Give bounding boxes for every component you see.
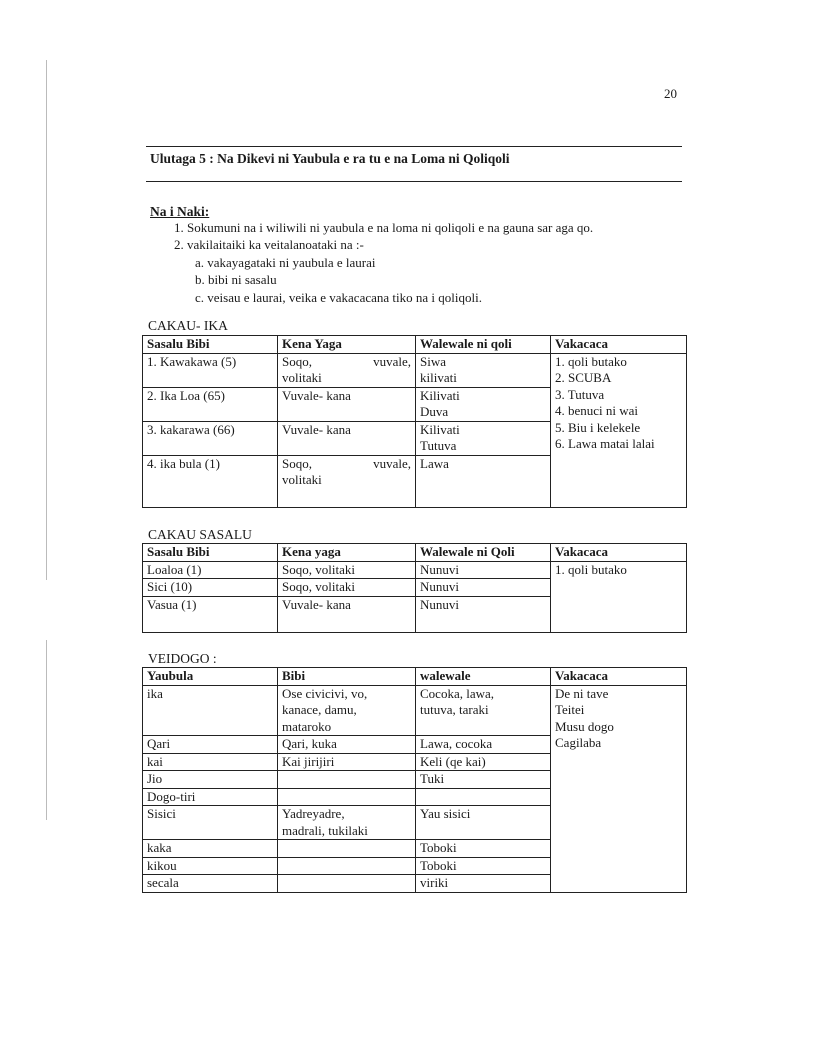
objective-item: 1. Sokumuni na i wiliwili ni yaubula e na loma ni qoliqoli e na gauna sar aga qo. [174, 220, 594, 235]
table-cell: Soqo, volitaki [278, 561, 416, 579]
cell-text: kilivati [420, 370, 457, 385]
column-header: walewale [416, 668, 551, 686]
objective-item: 2. vakilaitaiki ka veitalanoataki na :- [174, 237, 364, 253]
cell-text: Tutuva [420, 438, 457, 453]
table-row [143, 561, 687, 579]
column-header: Vakacaca [551, 336, 687, 354]
vakacaca-item: De ni tave [555, 685, 609, 701]
vakacaca-item: Teitei [555, 702, 585, 717]
cell-text: kanace, damu, [282, 702, 357, 717]
table-cell: kikou [143, 857, 278, 875]
table-cell: viriki [416, 875, 551, 893]
table-header-row [143, 336, 687, 354]
objectives-title: Na i Naki: [150, 204, 210, 219]
table-cell: Yau sisici [416, 806, 551, 840]
vakacaca-item: 3. Tutuva [555, 386, 605, 402]
column-header: Sasalu Bibi [143, 544, 278, 562]
cell-text: Duva [420, 404, 449, 419]
vakacaca-cell [551, 353, 687, 507]
table-cell [416, 788, 551, 806]
cell-text: Siwa [420, 353, 446, 369]
scan-mark [46, 640, 47, 820]
table-cell: Qari, kuka [278, 736, 416, 754]
table-cell: 4. ika bula (1) [143, 455, 278, 507]
table-title-cakau-ika: CAKAU- IKA [148, 318, 228, 333]
table-cell: kaka [143, 840, 278, 858]
cell-text: volitaki [282, 370, 322, 385]
table-cell [278, 455, 416, 507]
cell-text: vuvale, [373, 455, 411, 471]
column-header: Walewale ni qoli [416, 336, 551, 354]
column-header: Sasalu Bibi [143, 336, 278, 354]
cell-text: tutuva, taraki [420, 702, 489, 717]
vakacaca-cell [551, 685, 687, 892]
table-cell: Qari [143, 736, 278, 754]
table-cell: Kai jirijiri [278, 753, 416, 771]
cell-text: vuvale, [373, 353, 411, 369]
table-cell: Vuvale- kana [278, 596, 416, 632]
vakacaca-cell: 1. qoli butako [551, 561, 687, 632]
table-cell [278, 840, 416, 858]
table-cell [416, 387, 551, 421]
table-cell: 2. Ika Loa (65) [143, 387, 278, 421]
table-cell: Nunuvi [416, 579, 551, 597]
table-cell: kai [143, 753, 278, 771]
cell-text: Soqo, [282, 455, 312, 471]
cell-text: Soqo, [282, 353, 312, 369]
table-veidogo [142, 667, 687, 893]
table-cell: Sici (10) [143, 579, 278, 597]
vakacaca-item: Cagilaba [555, 735, 602, 750]
unit-heading: Ulutaga 5 : Na Dikevi ni Yaubula e ra tu e na Loma ni Qoliqoli [150, 151, 510, 166]
table-cell [278, 857, 416, 875]
heading-rule-top [146, 146, 682, 147]
vakacaca-item: 5. Biu i kelekele [555, 419, 641, 435]
table-title-veidogo: VEIDOGO : [148, 651, 217, 666]
table-cell: Sisici [143, 806, 278, 840]
table-title-cakau-sasalu: CAKAU SASALU [148, 527, 252, 542]
table-row [143, 685, 687, 736]
table-cell [278, 353, 416, 387]
vakacaca-item: 2. SCUBA [555, 370, 612, 385]
cell-text: mataroko [282, 718, 332, 734]
table-cell [278, 685, 416, 736]
table-cell [278, 788, 416, 806]
column-header: Kena yaga [278, 544, 416, 562]
cell-text: Kilivati [420, 387, 460, 403]
table-cell [278, 875, 416, 893]
table-cell: Vuvale- kana [278, 387, 416, 421]
table-cell: 1. Kawakawa (5) [143, 353, 278, 387]
heading-rule-bottom [146, 181, 682, 182]
cell-text: madrali, tukilaki [282, 822, 368, 838]
column-header: Walewale ni Qoli [416, 544, 551, 562]
table-cell: Soqo, volitaki [278, 579, 416, 597]
scan-mark [46, 60, 47, 580]
objective-subitem: b. bibi ni sasalu [195, 272, 277, 288]
table-cell: Lawa, cocoka [416, 736, 551, 754]
cell-text: Kilivati [420, 421, 460, 437]
cell-text: volitaki [282, 472, 322, 487]
vakacaca-item: 4. benuci ni wai [555, 403, 639, 418]
cell-text: Cocoka, lawa, [420, 685, 495, 701]
table-cell [416, 455, 551, 507]
table-cell: Vasua (1) [143, 596, 278, 632]
objective-subitem: c. veisau e laurai, veika e vakacacana tiko na i qoliqoli. [195, 289, 482, 305]
table-cell [278, 771, 416, 789]
table-cell: Tuki [416, 771, 551, 789]
cell-text: Yadreyadre, [282, 806, 345, 821]
objectives-list [150, 219, 593, 306]
table-cell [416, 421, 551, 455]
cell-text: Ose civicivi, vo, [282, 685, 368, 701]
column-header: Yaubula [143, 668, 278, 686]
table-cakau-ika [142, 335, 687, 508]
table-cell: 3. kakarawa (66) [143, 421, 278, 455]
page-number: 20 [664, 86, 677, 101]
vakacaca-item: 6. Lawa matai lalai [555, 436, 655, 451]
table-cell: Loaloa (1) [143, 561, 278, 579]
table-cell [416, 353, 551, 387]
table-cell: Nunuvi [416, 596, 551, 632]
column-header: Bibi [278, 668, 416, 686]
table-cell: Jio [143, 771, 278, 789]
table-cakau-sasalu [142, 543, 687, 633]
table-cell: Keli (qe kai) [416, 753, 551, 771]
table-cell: secala [143, 875, 278, 893]
table-cell: Dogo-tiri [143, 788, 278, 806]
column-header: Vakacaca [551, 668, 687, 686]
table-cell: Vuvale- kana [278, 421, 416, 455]
column-header: Vakacaca [551, 544, 687, 562]
vakacaca-item: Musu dogo [555, 718, 614, 734]
table-row [143, 353, 687, 387]
cell-text: Lawa [420, 455, 449, 471]
table-cell [278, 806, 416, 840]
objective-subitem: a. vakayagataki ni yaubula e laurai [195, 254, 376, 270]
table-cell [416, 685, 551, 736]
table-cell: Toboki [416, 857, 551, 875]
column-header: Kena Yaga [278, 336, 416, 354]
table-cell: Nunuvi [416, 561, 551, 579]
table-header-row [143, 668, 687, 686]
table-header-row [143, 544, 687, 562]
table-cell: ika [143, 685, 278, 736]
vakacaca-item: 1. qoli butako [555, 353, 627, 369]
table-cell: Toboki [416, 840, 551, 858]
